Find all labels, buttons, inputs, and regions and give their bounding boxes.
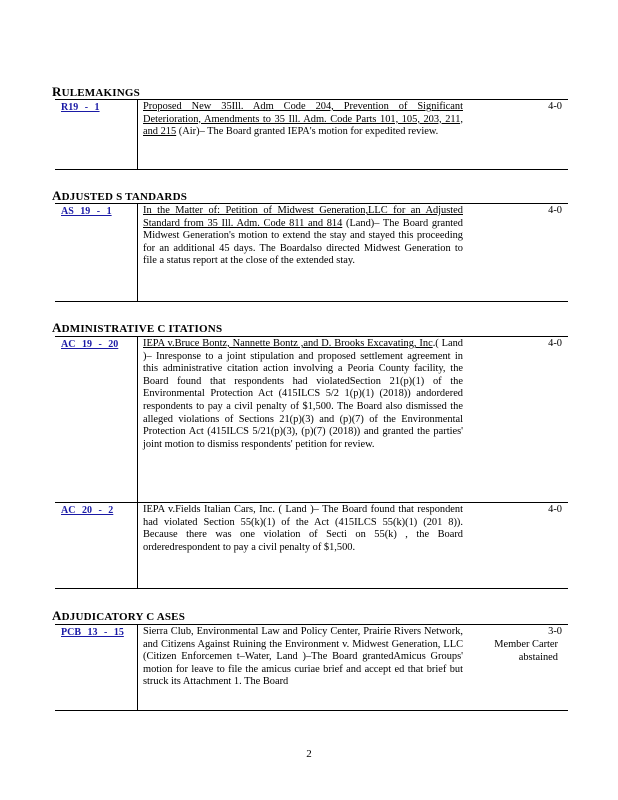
docket-link[interactable]: AC 19 - 20 [61,339,119,350]
docket-link[interactable]: AC 20 - 2 [61,505,114,516]
docket-link[interactable]: AS 19 - 1 [61,206,112,217]
page-number: 2 [306,748,312,760]
entry-description [143,101,463,139]
entry-description [143,205,463,268]
heading-initial: R [52,84,62,99]
section-heading-rulemakings [52,84,140,100]
heading-rest: DMINISTRATIVE C ITATIONS [61,323,223,335]
entry-as-19-1 [55,203,568,302]
entry-body: (Land)– The Board granted Midwest Generation's motion to extend the stay and stayed this proceeding for an additional 45 days. The Boardalso directed Midwest Generation to file a status report at the close of the extended stay. [143,217,463,267]
heading-initial: A [52,608,62,623]
heading-initial: A [52,320,62,335]
heading-initial: A [52,188,62,203]
section-heading-adjusted-standards [52,188,187,204]
vote: 4-0 [548,205,562,216]
entry-description [143,626,463,689]
entry-pcb-13-15 [55,624,568,711]
entry-r19-1 [55,99,568,170]
entry-ac-19-20 [55,336,568,502]
docket-link[interactable]: R19 - 1 [61,102,100,113]
entry-ac-20-2 [55,502,568,589]
entry-title: In the Matter of: Petition of Midwest Generation,LLC for an Adjusted Standard from 35 Ill. Adm. Code 811 and 814 [143,205,463,229]
column-divider [137,625,138,710]
entry-body: .( Land )– Inresponse to a joint stipulation and proposed settlement agreement in this administrative citation action involving a Peoria County facility, the Board found that respondents had violatedSection 21(p)(1) of the Environmental Protection Act (415ILCS 5/2 1(p)(1) (2018)) andordered respondents to pay a civil penalty of $1,500. The Board also dismissed the alleged violations of Sections 21(p)(3) and (p)(7) of the Environmental Protection Act (415ILCS 5/21(p)(3), (p)(7) (2018)) and granted the parties' joint motion to dismiss respondents' petition for review. [143,338,463,450]
column-divider [137,204,138,301]
column-divider [137,100,138,169]
entry-description [143,504,463,554]
entry-body: Sierra Club, Environmental Law and Policy Center, Prairie Rivers Network, and Citizens Against Ruining the Environment v. Midwest Generation, LLC (Citizen Enforcemen t–Water, Land )–The Board grantedAmicus Groups' motion for leave to file the amicus curiae brief and accept ed that brief but struck its Attachment 1. The Board [143,626,463,688]
entry-description [143,338,463,451]
vote-note: Member Carter abstained [494,639,558,663]
entry-body: IEPA v.Fields Italian Cars, Inc. ( Land )– The Board found that respondent had violated Section 55(k)(1) of the Act (415ILCS 55(k)(1) (201 8)). Because there was one violation of Secti on 55(k) , the Board orderedrespondent to pay a civil penalty of $1,500. [143,504,463,553]
column-divider [137,337,138,502]
vote: 4-0 [548,338,562,349]
vote: 4-0 [548,504,562,515]
docket-link[interactable]: PCB 13 - 15 [61,627,124,638]
vote: 4-0 [548,101,562,112]
heading-rest: DJUSTED S TANDARDS [61,191,188,203]
vote: 3-0 [548,626,562,637]
heading-rest: ULEMAKINGS [61,87,140,99]
column-divider [137,503,138,588]
entry-title: IEPA v.Bruce Bontz, Nannette Bontz ,and D. Brooks Excavating, Inc [143,338,433,349]
section-heading-adjudicatory-cases [52,608,185,624]
section-heading-administrative-citations [52,320,222,336]
heading-rest: DJUDICATORY C ASES [61,611,186,623]
entry-title: Proposed New 35Ill. Adm Code 204, Prevention of Significant Deterioration, Amendments to 35 Ill. Adm. Code Parts 101, 105, 203, 211, and 215 [143,101,463,138]
entry-body: (Air)– The Board granted IEPA's motion for expedited review. [178,126,439,138]
